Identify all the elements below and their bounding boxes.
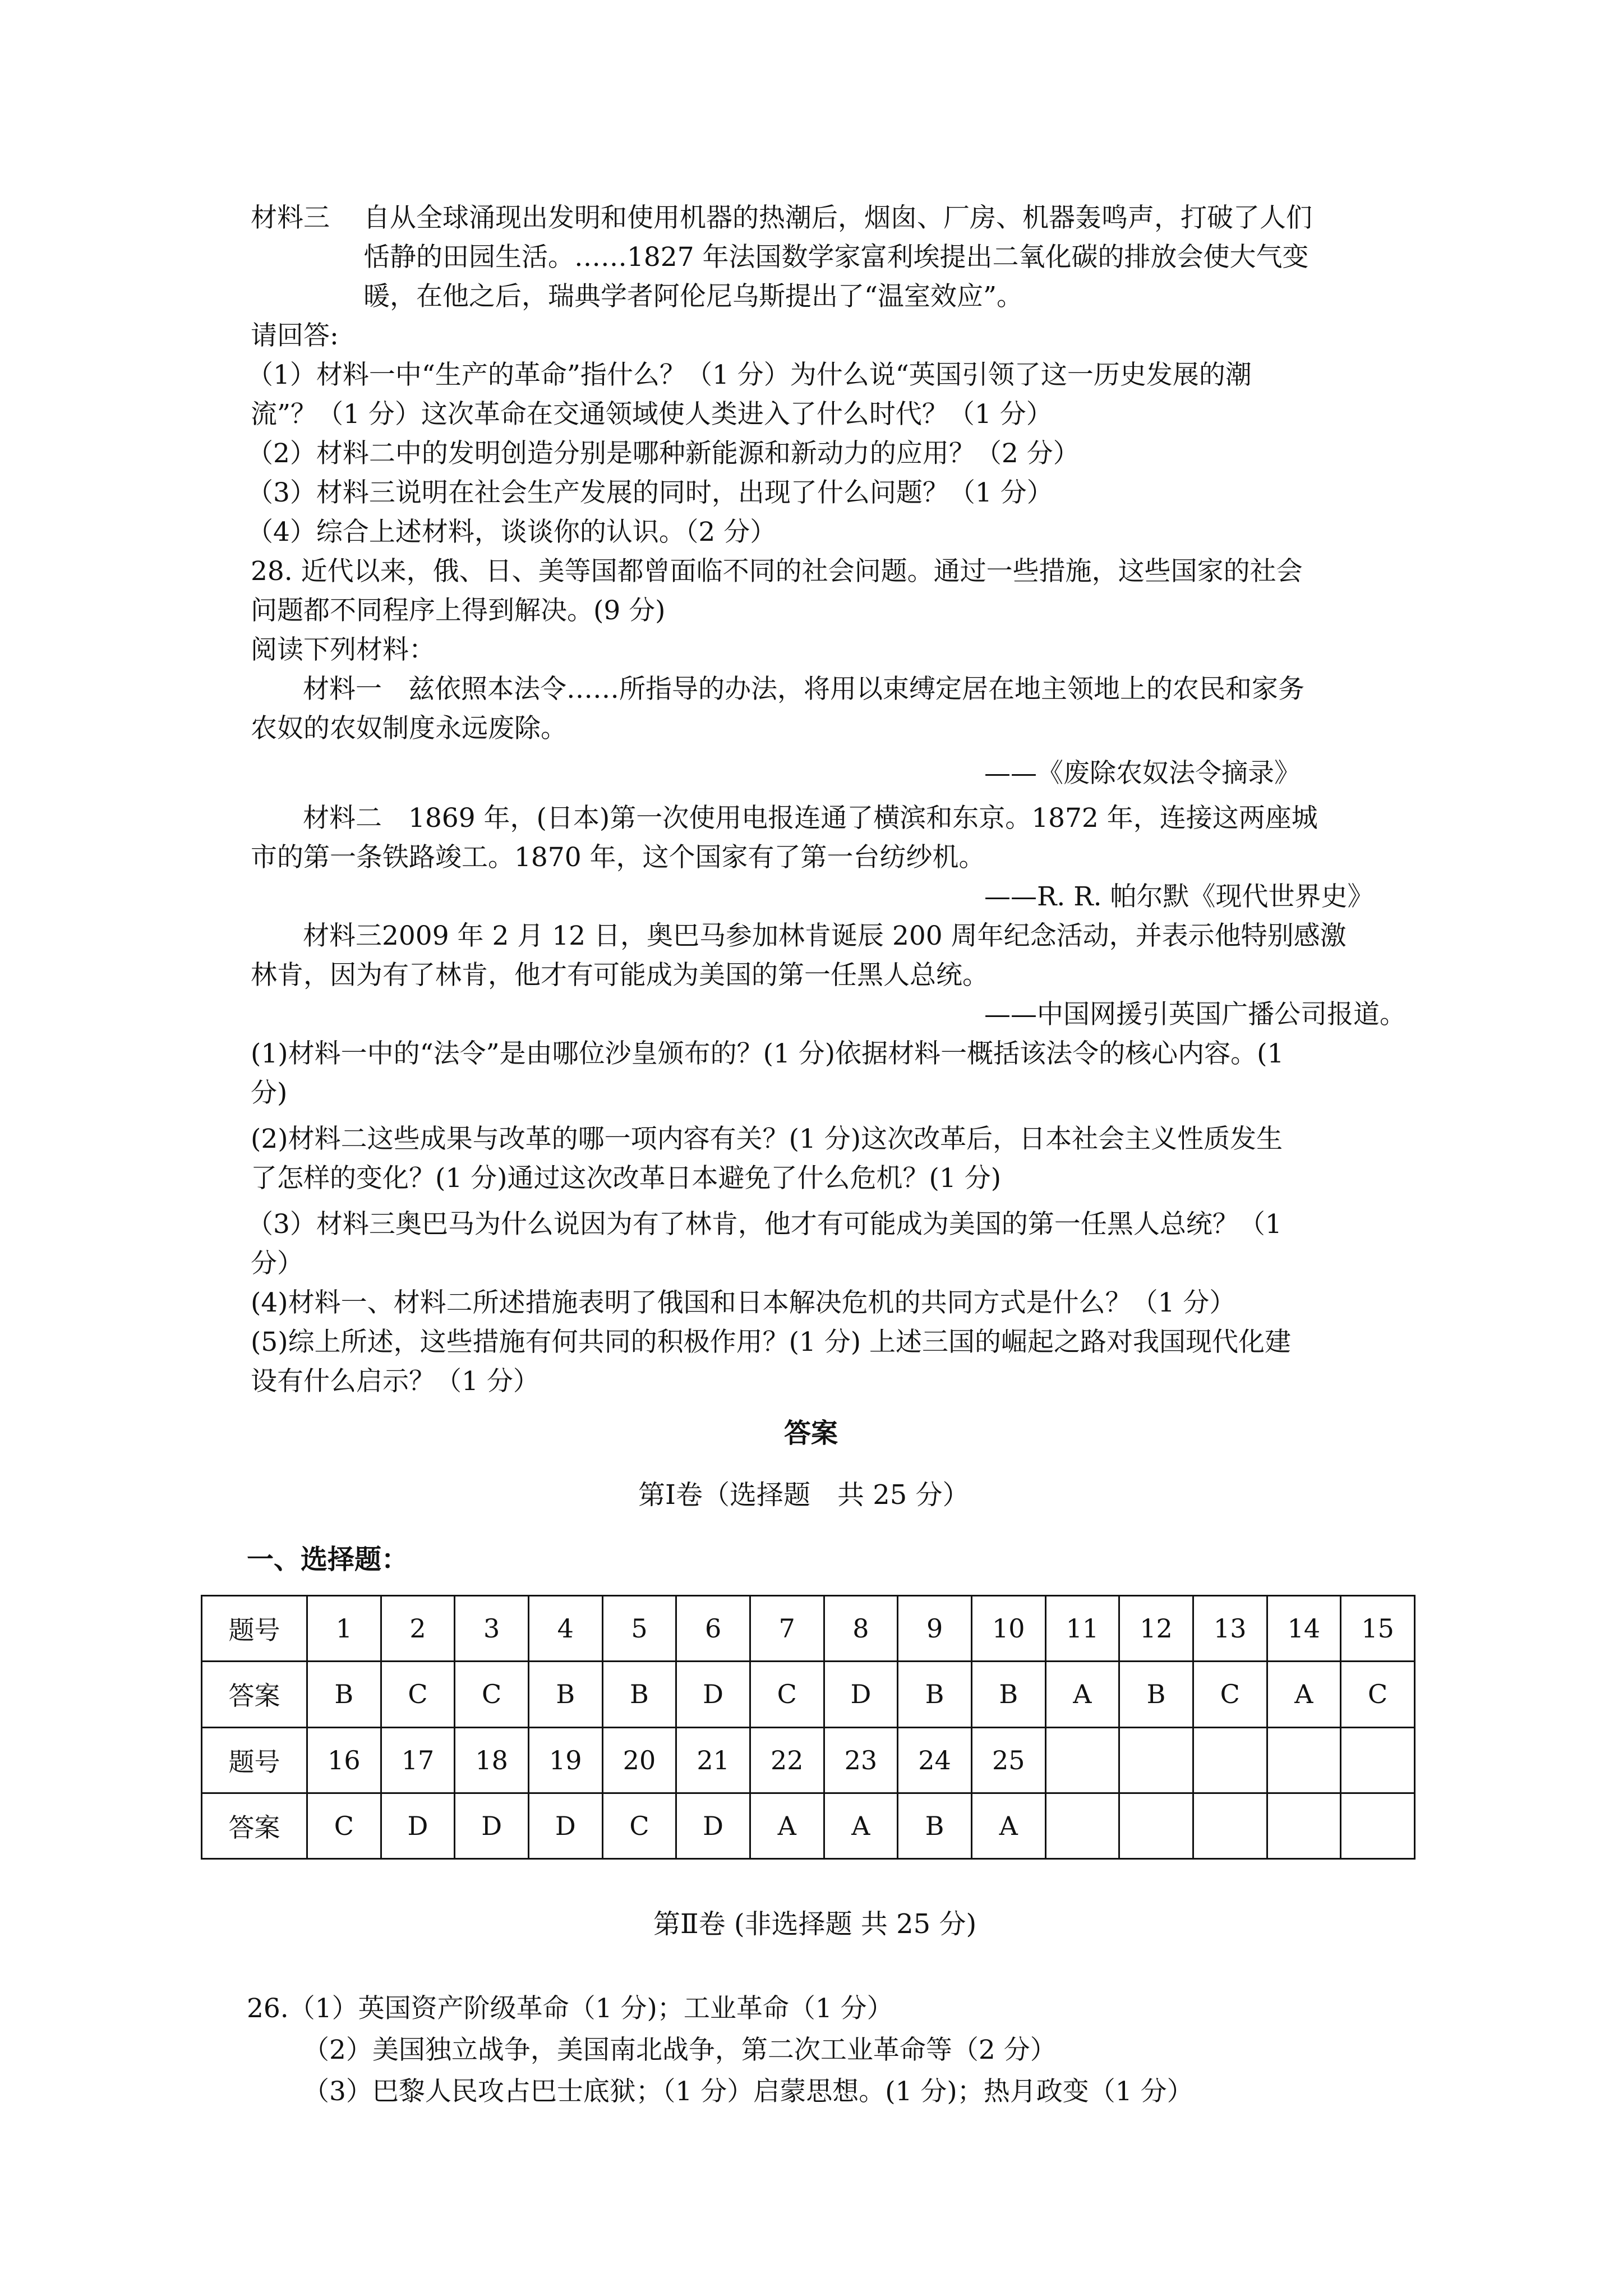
q28-question-line-1: (1)材料一中的“法令”是由哪位沙皇颁布的？(1 分)依据材料一概括该法令的核心内容。(1 [251, 1038, 1284, 1069]
table-cell: 7 [750, 1596, 824, 1662]
q27-question-line-3: （2）材料二中的发明创造分别是哪种新能源和新动力的应用？（2 分） [247, 438, 1080, 469]
table-cell: B [898, 1793, 972, 1858]
q28-material-3-source: ——中国网援引英国广播公司报道。 [984, 999, 1406, 1030]
row-label-answer: 答案 [202, 1793, 307, 1858]
table-row [202, 1727, 1415, 1793]
table-cell: C [381, 1662, 455, 1727]
q26-answer-line-2: （2）美国独立战争，美国南北战争，第二次工业革命等（2 分） [303, 2035, 1057, 2065]
table-cell: 2 [381, 1596, 455, 1662]
table-cell [1341, 1793, 1415, 1858]
table-cell: 10 [971, 1596, 1045, 1662]
q28-intro-line-1: 28. 近代以来，俄、日、美等国都曾面临不同的社会问题。通过一些措施，这些国家的社会 [251, 556, 1303, 587]
table-cell: 16 [307, 1727, 381, 1793]
table-cell: 3 [455, 1596, 529, 1662]
table-cell: B [528, 1662, 602, 1727]
section-1-title: 一、选择题： [247, 1544, 409, 1575]
table-cell: B [898, 1662, 972, 1727]
table-cell: A [1045, 1662, 1119, 1727]
row-label-number: 题号 [202, 1727, 307, 1793]
table-cell: B [602, 1662, 676, 1727]
table-cell [1341, 1727, 1415, 1793]
q28-material-2-source: ——R. R. 帕尔默《现代世界史》 [984, 881, 1374, 912]
q28-material-3-line-1: 材料三2009 年 2 月 12 日，奥巴马参加林肯诞辰 200 周年纪念活动，并表示他特别感激 [303, 921, 1347, 951]
table-cell: B [971, 1662, 1045, 1727]
table-cell: D [676, 1793, 750, 1858]
table-row [202, 1793, 1415, 1858]
q28-material-1-line-2: 农奴的农奴制度永远废除。 [251, 713, 567, 744]
table-cell: D [381, 1793, 455, 1858]
q28-material-1-line-1: 材料一 兹依照本法令……所指导的办法，将用以束缚定居在地主领地上的农民和家务 [303, 674, 1304, 705]
table-cell: 12 [1119, 1596, 1193, 1662]
material-3-line-2: 恬静的田园生活。……1827 年法国数学家富利埃提出二氧化碳的排放会使大气变 [363, 242, 1309, 273]
table-cell: C [602, 1793, 676, 1858]
table-cell: 15 [1341, 1596, 1415, 1662]
q28-question-line-4: 了怎样的变化？(1 分)通过这次改革日本避免了什么危机？(1 分) [251, 1163, 1002, 1194]
row-label-number: 题号 [202, 1596, 307, 1662]
table-cell: D [455, 1793, 529, 1858]
q28-material-2-line-2: 市的第一条铁路竣工。1870 年，这个国家有了第一台纺纱机。 [251, 842, 985, 873]
q28-material-3-line-2: 林肯，因为有了林肯，他才有可能成为美国的第一任黑人总统。 [251, 960, 989, 991]
table-cell: 20 [602, 1727, 676, 1793]
q27-question-line-5: （4）综合上述材料，谈谈你的认识。（2 分） [247, 517, 777, 547]
table-cell: 6 [676, 1596, 750, 1662]
table-cell: 18 [455, 1727, 529, 1793]
part-1-title: 第Ⅰ卷（选择题 共 25 分） [638, 1479, 970, 1511]
table-cell: C [1341, 1662, 1415, 1727]
table-cell: 14 [1267, 1596, 1341, 1662]
table-cell: 19 [528, 1727, 602, 1793]
table-cell: 8 [824, 1596, 898, 1662]
table-cell: 22 [750, 1727, 824, 1793]
table-cell [1193, 1793, 1267, 1858]
q28-question-line-9: 设有什么启示？（1 分） [251, 1366, 540, 1397]
table-cell [1045, 1793, 1119, 1858]
material-3-label: 材料三 [251, 203, 330, 233]
table-cell: C [455, 1662, 529, 1727]
table-cell: 11 [1045, 1596, 1119, 1662]
material-3-line-3: 暖，在他之后，瑞典学者阿伦尼乌斯提出了“温室效应”。 [363, 281, 1023, 312]
material-3-line-1: 自从全球涌现出发明和使用机器的热潮后，烟囱、厂房、机器轰鸣声，打破了人们 [363, 203, 1312, 233]
table-cell: 1 [307, 1596, 381, 1662]
q28-question-line-2: 分) [251, 1078, 288, 1108]
q26-answer-line-1: 26.（1）英国资产阶级革命（1 分)；工业革命（1 分） [247, 1993, 893, 2024]
q27-question-line-1: （1）材料一中“生产的革命”指什么？（1 分）为什么说“英国引领了这一历史发展的潮 [247, 360, 1252, 390]
q28-material-1-source: ——《废除农奴法令摘录》 [984, 758, 1301, 789]
q28-question-line-3: (2)材料二这些成果与改革的哪一项内容有关？(1 分)这次改革后，日本社会主义性质发生 [251, 1124, 1283, 1154]
table-cell: A [971, 1793, 1045, 1858]
table-cell [1045, 1727, 1119, 1793]
answer-prompt: 请回答: [251, 320, 339, 351]
table-cell: C [750, 1662, 824, 1727]
table-cell: 9 [898, 1596, 972, 1662]
q28-question-line-7: (4)材料一、材料二所述措施表明了俄国和日本解决危机的共同方式是什么？（1 分） [251, 1287, 1236, 1318]
q27-question-line-2: 流”？（1 分）这次革命在交通领域使人类进入了什么时代？（1 分） [251, 399, 1053, 430]
table-cell: 25 [971, 1727, 1045, 1793]
q28-question-line-6: 分） [251, 1248, 303, 1279]
q28-question-line-5: （3）材料三奥巴马为什么说因为有了林肯，他才有可能成为美国的第一任黑人总统？（1 [247, 1209, 1282, 1240]
table-cell: A [824, 1793, 898, 1858]
table-cell: 24 [898, 1727, 972, 1793]
table-cell: 21 [676, 1727, 750, 1793]
q27-question-line-4: （3）材料三说明在社会生产发展的同时，出现了什么问题？（1 分） [247, 477, 1053, 508]
answer-table [201, 1595, 1415, 1860]
table-cell: B [1119, 1662, 1193, 1727]
answers-title: 答案 [784, 1418, 838, 1449]
table-cell: C [1193, 1662, 1267, 1727]
table-cell: 17 [381, 1727, 455, 1793]
table-row [202, 1596, 1415, 1662]
table-cell: 4 [528, 1596, 602, 1662]
table-cell: D [676, 1662, 750, 1727]
q28-material-2-line-1: 材料二 1869 年，(日本)第一次使用电报连通了横滨和东京。1872 年，连接这两座城 [303, 803, 1318, 834]
table-row [202, 1662, 1415, 1727]
table-cell: 13 [1193, 1596, 1267, 1662]
table-cell: C [307, 1793, 381, 1858]
q28-read-prompt: 阅读下列材料： [251, 634, 435, 665]
q26-answer-line-3: （3）巴黎人民攻占巴士底狱；（1 分）启蒙思想。(1 分)；热月政变（1 分） [303, 2076, 1193, 2107]
table-cell [1119, 1727, 1193, 1793]
table-cell: B [307, 1662, 381, 1727]
table-cell [1119, 1793, 1193, 1858]
q28-intro-line-2: 问题都不同程序上得到解决。(9 分) [251, 595, 666, 626]
q28-question-line-8: (5)综上所述，这些措施有何共同的积极作用？(1 分) 上述三国的崛起之路对我国现代化建 [251, 1327, 1292, 1358]
table-cell [1193, 1727, 1267, 1793]
table-cell: D [824, 1662, 898, 1727]
table-cell: 5 [602, 1596, 676, 1662]
table-cell [1267, 1793, 1341, 1858]
table-cell: A [750, 1793, 824, 1858]
table-cell: D [528, 1793, 602, 1858]
table-cell: A [1267, 1662, 1341, 1727]
table-cell: 23 [824, 1727, 898, 1793]
table-cell [1267, 1727, 1341, 1793]
part-2-title: 第Ⅱ卷 (非选择题 共 25 分) [653, 1908, 977, 1940]
row-label-answer: 答案 [202, 1662, 307, 1727]
